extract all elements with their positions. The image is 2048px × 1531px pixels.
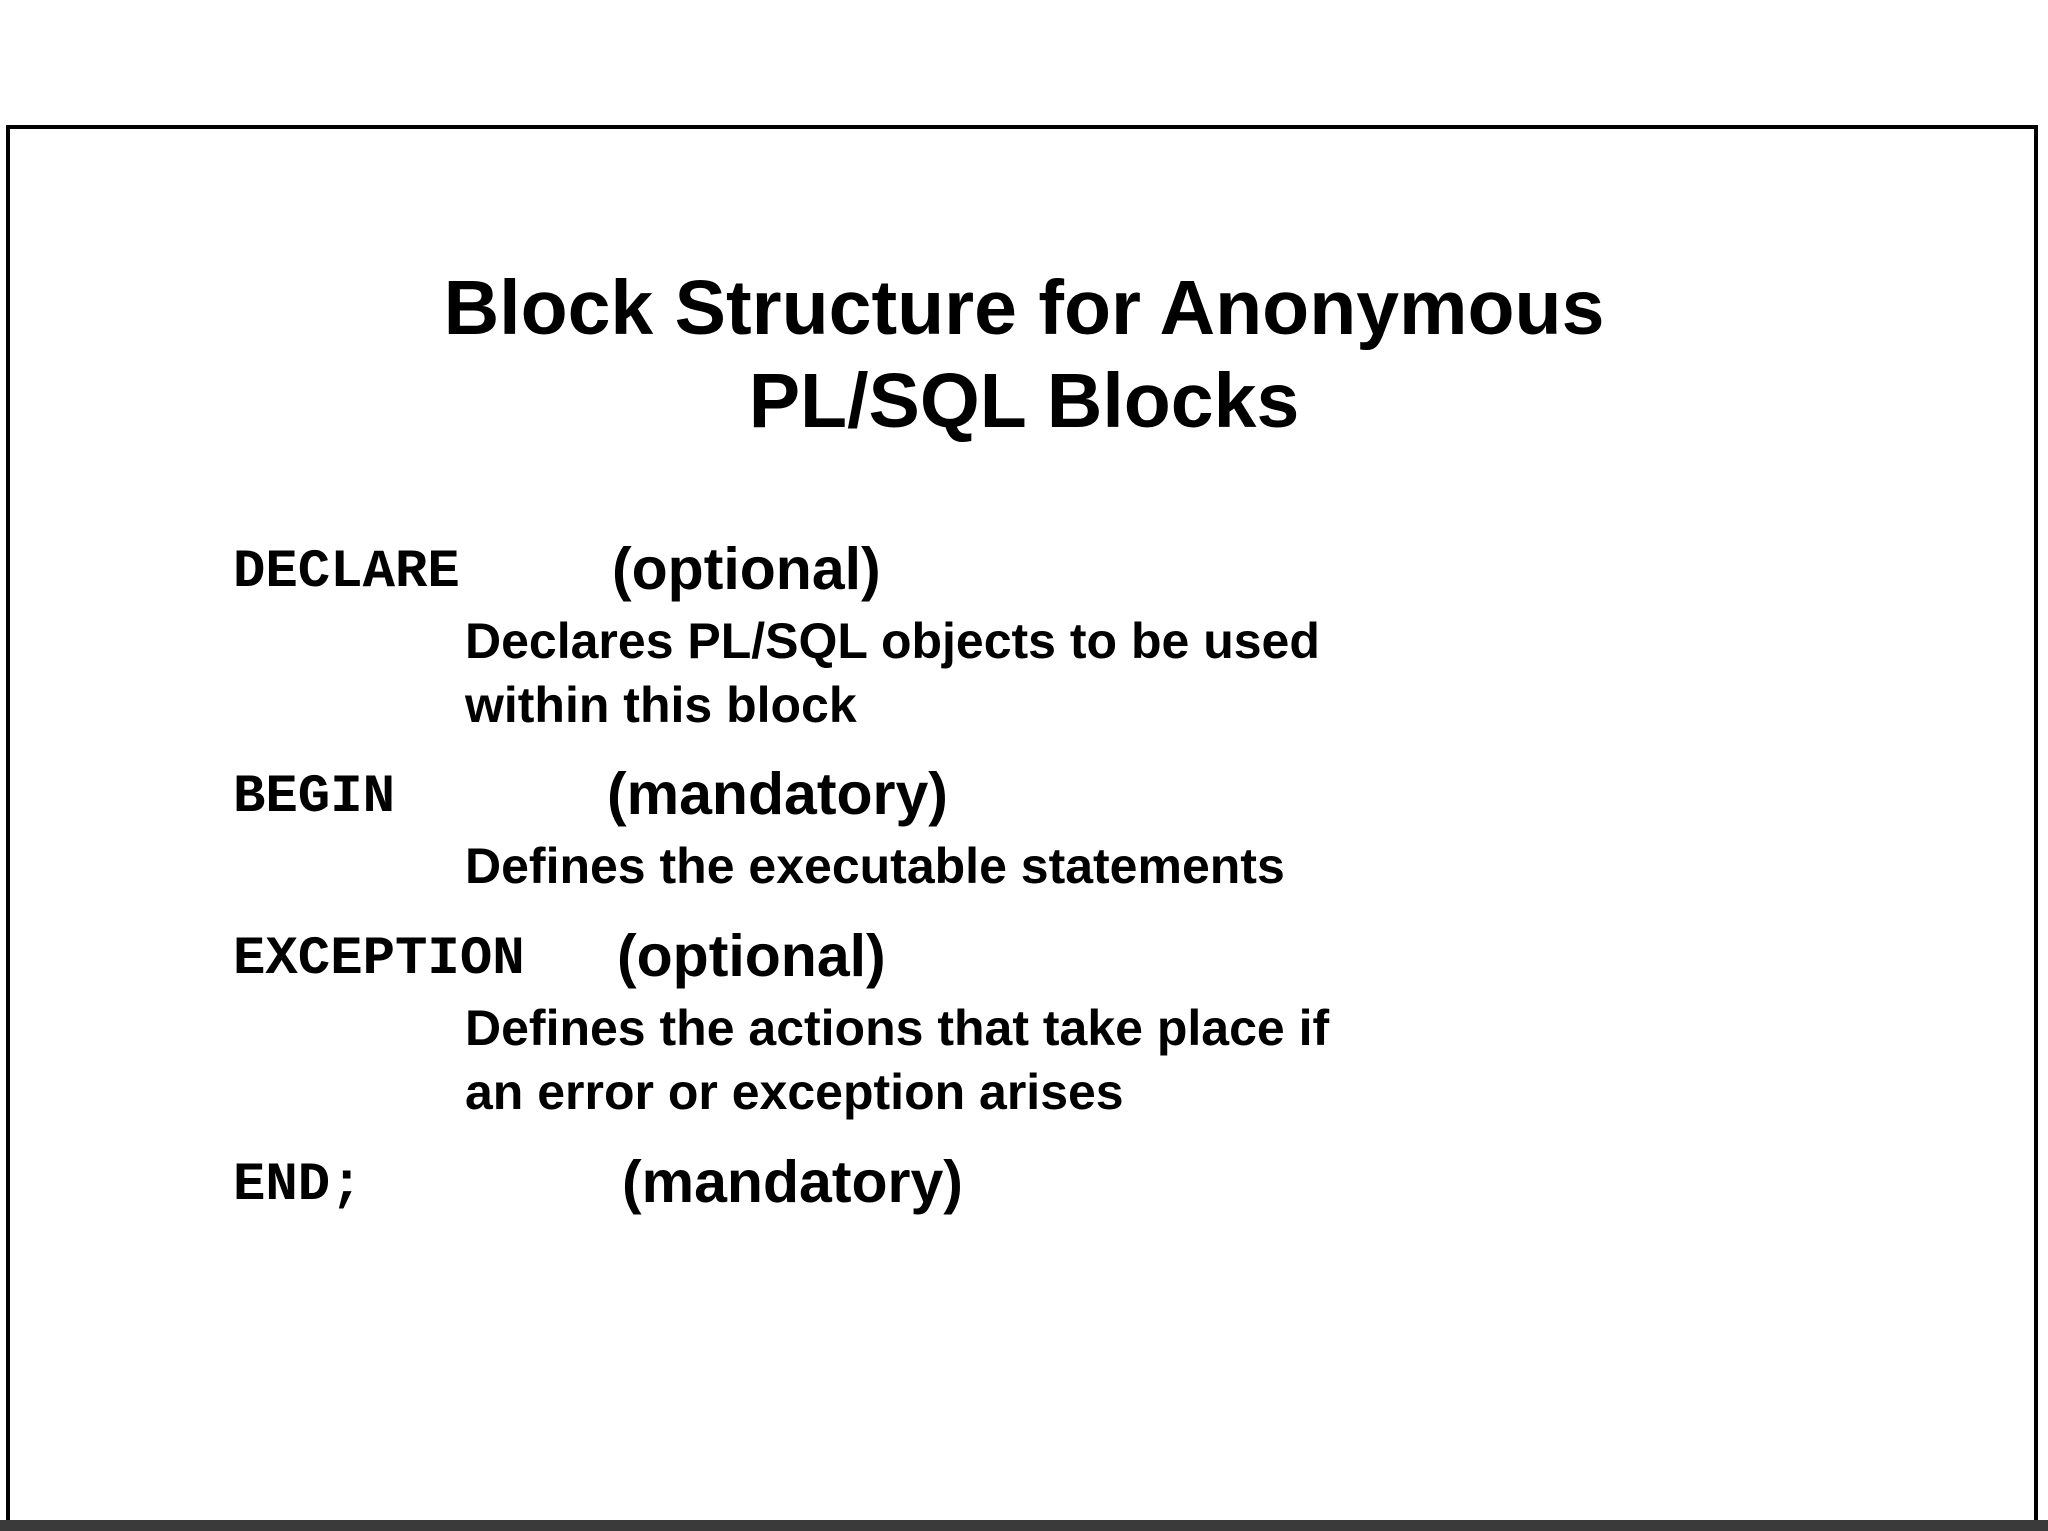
bottom-bar [0,1520,2048,1531]
begin-description [465,834,1285,898]
declare-description-line-2: within this block [465,677,857,733]
declare-description [465,609,1320,737]
begin-description-line-1: Defines the executable statements [465,838,1285,894]
slide-title [0,262,2048,448]
exception-description [465,996,1329,1124]
slide-title-line-1: Block Structure for Anonymous [443,265,1605,351]
exception-keyword: EXCEPTION [233,929,525,990]
slide-title-line-2: PL/SQL Blocks [748,358,1300,444]
end-keyword: END; [233,1155,363,1216]
exception-note: (optional) [617,923,886,989]
declare-keyword: DECLARE [233,542,460,603]
declare-description-line-1: Declares PL/SQL objects to be used [465,613,1320,669]
begin-keyword: BEGIN [233,767,396,828]
declare-note: (optional) [612,536,881,602]
end-note: (mandatory) [622,1149,963,1215]
exception-description-line-1: Defines the actions that take place if [465,1000,1330,1056]
exception-description-line-2: an error or exception arises [465,1064,1124,1120]
begin-note: (mandatory) [607,761,948,827]
